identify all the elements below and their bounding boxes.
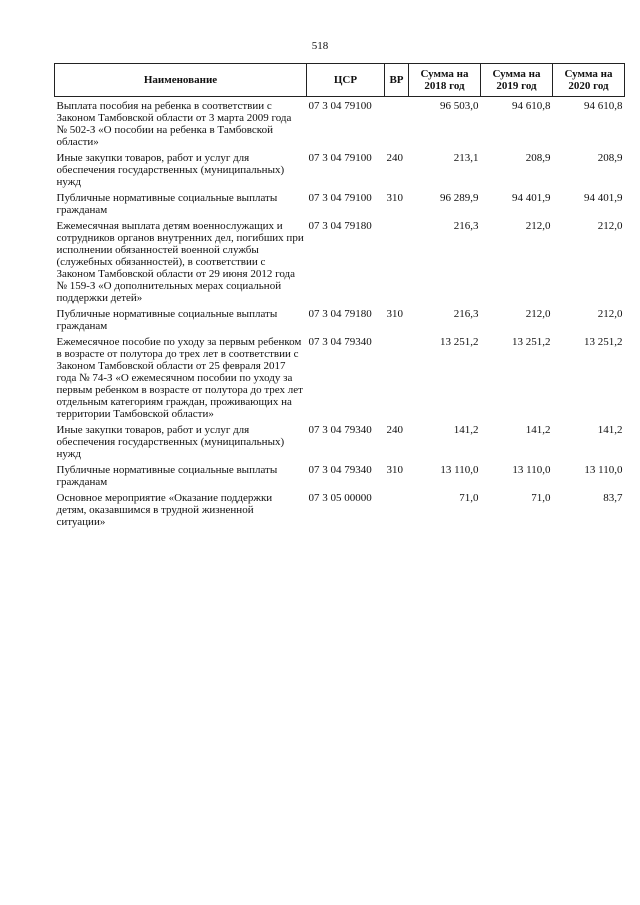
header-sum-2019-line2: 2019 год: [496, 80, 537, 92]
row-csr: 07 3 04 79100: [308, 192, 372, 204]
table-row: [55, 189, 625, 217]
row-sum-2019: 212,0: [525, 220, 551, 232]
budget-table: [54, 63, 625, 529]
table-row: [55, 149, 625, 189]
row-sum-2018: 213,1: [453, 152, 479, 164]
row-sum-2018: 96 289,9: [440, 192, 479, 204]
row-csr: 07 3 04 79100: [308, 100, 372, 112]
row-vr: 310: [386, 464, 403, 476]
row-vr: [385, 489, 409, 529]
table-header-row: [55, 64, 625, 97]
row-vr: 310: [386, 192, 403, 204]
header-sum-2018-line2: 2018 год: [424, 80, 465, 92]
header-sum-2020-line2: 2020 год: [568, 80, 609, 92]
page-number: 518: [311, 40, 329, 52]
row-sum-2018: 216,3: [453, 220, 479, 232]
row-sum-2018: 141,2: [453, 424, 479, 436]
row-sum-2020: 208,9: [597, 152, 623, 164]
table-row: [55, 333, 625, 421]
table-row: [55, 217, 625, 305]
row-sum-2020: 13 251,2: [584, 336, 623, 348]
row-csr: 07 3 05 00000: [308, 492, 372, 504]
header-sum-2019-line1: Сумма на: [492, 68, 541, 80]
row-sum-2020: 83,7: [603, 492, 623, 504]
row-sum-2019: 94 610,8: [512, 100, 551, 112]
table-row: [55, 97, 625, 150]
row-vr: 240: [386, 152, 403, 164]
row-name: Публичные нормативные социальные выплаты гражданам: [56, 464, 278, 488]
row-sum-2020: 212,0: [597, 220, 623, 232]
row-sum-2019: 94 401,9: [512, 192, 551, 204]
row-sum-2018: 13 110,0: [440, 464, 479, 476]
header-csr: ЦСР: [307, 64, 385, 97]
row-sum-2020: 141,2: [597, 424, 623, 436]
row-name: Ежемесячное пособие по уходу за первым ребенком в возрасте от полутора до трех лет в соответствии с Законом Тамбовской области от 25 февраля 2017 года № 74-З «О ежемесячном пособии по уходу за первым ребенком в возрасте от полутора до трех лет отдельным категориям граждан, проживающих на территории Тамбовской области»: [56, 336, 303, 420]
row-csr: 07 3 04 79340: [308, 336, 372, 348]
row-sum-2018: 71,0: [459, 492, 479, 504]
row-vr: [385, 217, 409, 305]
row-name: Выплата пособия на ребенка в соответствии с Законом Тамбовской области от 3 марта 2009 года № 502-З «О пособии на ребенка в Тамбовской области»: [56, 100, 292, 148]
row-vr: [385, 97, 409, 150]
row-sum-2019: 71,0: [531, 492, 551, 504]
row-sum-2019: 13 251,2: [512, 336, 551, 348]
row-sum-2020: 13 110,0: [584, 464, 623, 476]
header-name: Наименование: [55, 64, 307, 97]
header-sum-2020: [553, 64, 625, 97]
row-sum-2018: 216,3: [453, 308, 479, 320]
header-sum-2018: [409, 64, 481, 97]
row-sum-2019: 212,0: [525, 308, 551, 320]
row-sum-2020: 94 610,8: [584, 100, 623, 112]
row-sum-2020: 94 401,9: [584, 192, 623, 204]
header-sum-2018-line1: Сумма на: [420, 68, 469, 80]
row-csr: 07 3 04 79100: [308, 152, 372, 164]
row-name: Иные закупки товаров, работ и услуг для обеспечения государственных (муниципальных) нужд: [56, 152, 285, 188]
table-row: [55, 421, 625, 461]
row-vr: 310: [386, 308, 403, 320]
table-row: [55, 489, 625, 529]
row-vr: 240: [386, 424, 403, 436]
row-vr: [385, 333, 409, 421]
row-sum-2018: 96 503,0: [440, 100, 479, 112]
row-name: Публичные нормативные социальные выплаты гражданам: [56, 308, 278, 332]
header-vr: ВР: [385, 64, 409, 97]
row-name: Ежемесячная выплата детям военнослужащих и сотрудников органов внутренних дел, погибших при исполнении обязанностей военной службы (служебных обязанностей), в соответствии с Законом Тамбовской области от 29 июня 2012 года № 159-З «О дополнительных мерах социальной поддержки детей»: [56, 220, 304, 304]
row-csr: 07 3 04 79340: [308, 424, 372, 436]
row-name: Иные закупки товаров, работ и услуг для обеспечения государственных (муниципальных) нужд: [56, 424, 285, 460]
row-name: Публичные нормативные социальные выплаты гражданам: [56, 192, 278, 216]
row-sum-2018: 13 251,2: [440, 336, 479, 348]
row-csr: 07 3 04 79180: [308, 220, 372, 232]
row-csr: 07 3 04 79180: [308, 308, 372, 320]
table-row: [55, 461, 625, 489]
table-row: [55, 305, 625, 333]
header-sum-2020-line1: Сумма на: [564, 68, 613, 80]
row-sum-2019: 13 110,0: [512, 464, 551, 476]
row-sum-2020: 212,0: [597, 308, 623, 320]
row-csr: 07 3 04 79340: [308, 464, 372, 476]
row-sum-2019: 141,2: [525, 424, 551, 436]
row-sum-2019: 208,9: [525, 152, 551, 164]
header-sum-2019: [481, 64, 553, 97]
row-name: Основное мероприятие «Оказание поддержки детям, оказавшимся в трудной жизненной ситуации»: [56, 492, 273, 528]
